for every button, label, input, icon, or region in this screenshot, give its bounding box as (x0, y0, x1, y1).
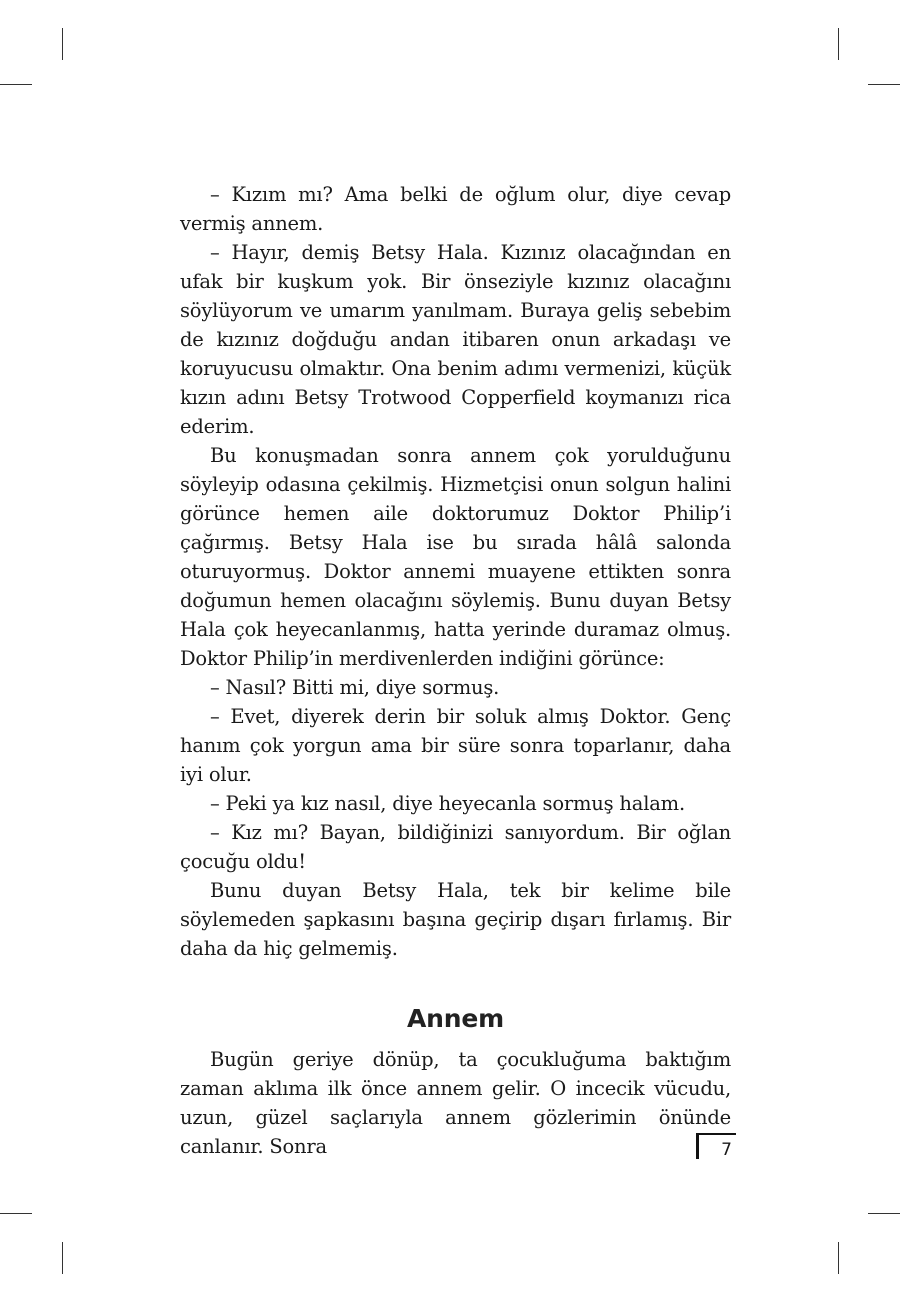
crop-mark-bottom-left (62, 1242, 63, 1274)
crop-mark-bottom-left-h (0, 1213, 32, 1214)
page-number (696, 1133, 736, 1159)
section-title: Annem (407, 1004, 504, 1033)
paragraph: – Evet, diyerek derin bir soluk almış Doktor. Genç hanım çok yorgun ama bir süre sonra toparlanır, daha iyi olur. (180, 705, 731, 786)
crop-mark-bottom-right (838, 1242, 839, 1274)
page-number-label: 7 (721, 1140, 732, 1160)
paragraph: – Kızım mı? Ama belki de oğlum olur, diye cevap vermiş annem. (180, 183, 731, 235)
paragraph: Bunu duyan Betsy Hala, tek bir kelime bile söylemeden şapkasını başına geçirip dışarı fırlamış. Bir daha da hiç gelmemiş. (180, 879, 731, 960)
crop-mark-top-left-h (0, 84, 32, 85)
paragraph: – Nasıl? Bitti mi, diye sormuş. (210, 676, 500, 699)
crop-mark-bottom-right-h (868, 1213, 900, 1214)
paragraph: – Peki ya kız nasıl, diye heyecanla sormuş halam. (210, 792, 685, 815)
paragraph: – Kız mı? Bayan, bildiğinizi sanıyordum. Bir oğlan çocuğu oldu! (180, 821, 731, 873)
page-body (180, 180, 731, 1161)
paragraph: – Hayır, demiş Betsy Hala. Kızınız olacağından en ufak bir kuşkum yok. Bir önseziyle kızınız olacağını söylüyorum ve umarım yanılmam. Buraya geliş sebebim de kızınız doğduğu andan itibaren onun arkadaşı ve koruyucusu olmaktır. Ona benim adımı vermenizi, küçük kızın adını Betsy Trotwood Copperfield koymanızı rica ederim. (180, 241, 731, 438)
paragraph: Bugün geriye dönüp, ta çocukluğuma baktığım zaman aklıma ilk önce annem gelir. O incecik vücudu, uzun, güzel saçlarıyla annem gözlerimin önünde canlanır. Sonra (180, 1048, 731, 1158)
crop-mark-top-right-h (868, 84, 900, 85)
crop-mark-top-left (62, 28, 63, 60)
crop-mark-top-right (838, 28, 839, 60)
paragraph: Bu konuşmadan sonra annem çok yorulduğunu söyleyip odasına çekilmiş. Hizmetçisi onun solgun halini görünce hemen aile doktorumuz Doktor Philip’i çağırmış. Betsy Hala ise bu sırada hâlâ salonda oturuyormuş. Doktor annemi muayene ettikten sonra doğumun hemen olacağını söylemiş. Bunu duyan Betsy Hala çok heyecanlanmış, hatta yerinde duramaz olmuş. Doktor Philip’in merdivenlerden indiğini görünce: (180, 444, 731, 670)
